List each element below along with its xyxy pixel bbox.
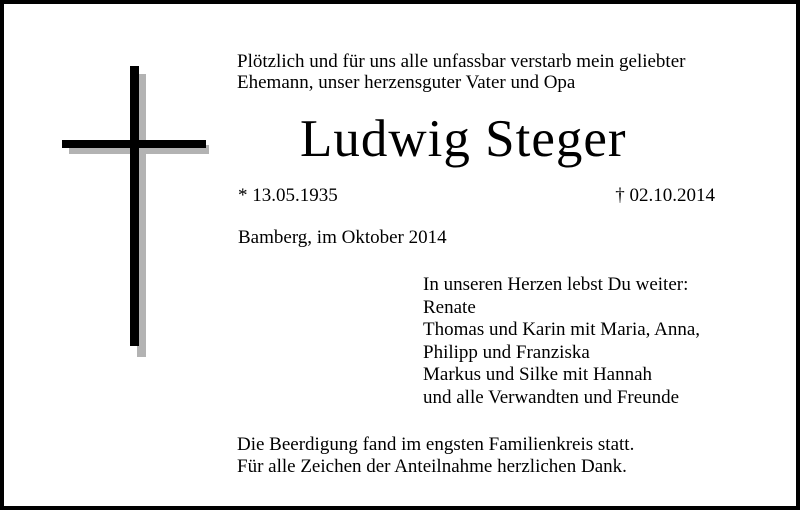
intro-text xyxy=(237,51,757,93)
cross-bar-vertical xyxy=(130,66,139,346)
mourners-line: und alle Verwandten und Freunde xyxy=(423,386,680,408)
closing-line: Für alle Zeichen der Anteilnahme herzlichen Dank. xyxy=(237,456,627,477)
birth-date: * 13.05.1935 xyxy=(238,185,338,206)
intro-line: Ehemann, unser herzensguter Vater und Opa xyxy=(237,72,576,93)
death-date: † 02.10.2014 xyxy=(615,185,715,206)
mourners-line: Markus und Silke mit Hannah xyxy=(423,364,653,385)
place-and-date: Bamberg, im Oktober 2014 xyxy=(238,227,447,248)
deceased-name: Ludwig Steger xyxy=(300,110,627,168)
intro-line: Plötzlich und für uns alle unfassbar verstarb mein geliebter xyxy=(237,51,686,72)
cross-icon xyxy=(62,66,212,356)
mourners-line: Renate xyxy=(423,296,476,318)
cross-bar-horizontal xyxy=(62,140,206,148)
closing-text xyxy=(237,434,634,478)
mourners-list xyxy=(423,274,700,409)
closing-line: Die Beerdigung fand im engsten Familienkreis statt. xyxy=(237,434,635,455)
mourners-line: Thomas und Karin mit Maria, Anna, xyxy=(423,319,701,340)
mourners-line: Philipp und Franziska xyxy=(423,341,590,363)
mourners-line: In unseren Herzen lebst Du weiter: xyxy=(423,274,689,295)
